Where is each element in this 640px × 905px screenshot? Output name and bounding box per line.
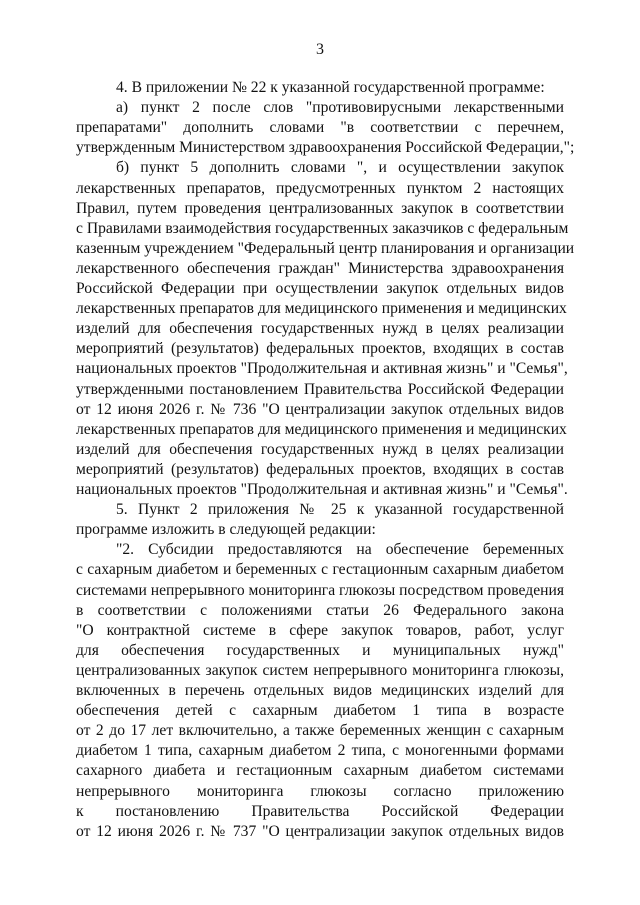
- text-line: Российской Федерации при осуществлении закупок отдельных видов: [76, 280, 564, 297]
- text-line: системами непрерывного мониторинга глюкозы посредством проведения: [76, 581, 564, 599]
- text-line: лекарственных препаратов, предусмотренных пунктом 2 настоящих: [76, 179, 564, 197]
- text-line: программе изложить в следующей редакции:: [76, 521, 376, 539]
- text-line: Правил, путем проведения централизованных закупок в соответствии: [76, 199, 564, 217]
- text-line: включенных в перечень отдельных видов медицинских изделий для: [76, 682, 564, 699]
- text-line: от 2 до 17 лет включительно, а также беременных женщин с сахарным: [76, 722, 564, 740]
- text-line: изделий для обеспечения государственных нужд в целях реализации: [76, 440, 564, 458]
- text-line: непрерывного мониторинга глюкозы согласно приложению: [76, 782, 564, 800]
- text-line: национальных проектов "Продолжительная и активная жизнь" и "Семья".: [76, 481, 568, 498]
- text-line: утвержденными постановлением Правительства Российской Федерации: [76, 380, 564, 398]
- text-line: к постановлению Правительства Российской Федерации: [76, 802, 564, 820]
- text-line: а) пункт 2 после слов "противовирусными лекарственными: [116, 99, 564, 117]
- text-line: с сахарным диабетом и беременных с гестационным сахарным диабетом: [76, 561, 564, 579]
- text-line: лекарственных препаратов для медицинского применения и медицинских: [76, 300, 567, 318]
- text-line: мероприятий (результатов) федеральных проектов, входящих в состав: [76, 340, 564, 358]
- text-line: для обеспечения государственных и муниципальных нужд": [76, 641, 564, 659]
- text-line: обеспечения детей с сахарным диабетом 1 типа в возрасте: [76, 702, 564, 720]
- text-line: 4. В приложении № 22 к указанной государственной программе:: [116, 79, 545, 96]
- text-line: "2. Субсидии предоставляются на обеспечение беременных: [116, 541, 564, 559]
- page-number: 3: [316, 41, 324, 58]
- text-line: в соответствии с положениями статьи 26 Федерального закона: [76, 601, 564, 619]
- text-line: от 12 июня 2026 г. № 736 "О централизации закупок отдельных видов: [76, 400, 564, 418]
- text-line: лекарственного обеспечения граждан" Министерства здравоохранения: [76, 259, 564, 277]
- text-line: мероприятий (результатов) федеральных проектов, входящих в состав: [76, 460, 564, 478]
- text-line: национальных проектов "Продолжительная и активная жизнь" и "Семья",: [76, 360, 568, 378]
- text-line: лекарственных препаратов для медицинского применения и медицинских: [76, 420, 567, 438]
- text-line: препаратами" дополнить словами "в соответствии с перечнем,: [76, 119, 564, 137]
- text-line: диабетом 1 типа, сахарным диабетом 2 типа, с моногенными формами: [76, 742, 564, 760]
- text-line: "О контрактной системе в сфере закупок товаров, работ, услуг: [76, 621, 564, 639]
- text-line: от 12 июня 2026 г. № 737 "О централизации закупок отдельных видов: [76, 822, 564, 840]
- text-line: централизованных закупок систем непрерывного мониторинга глюкозы,: [76, 661, 564, 679]
- text-line: утвержденным Министерством здравоохранения Российской Федерации,";: [76, 139, 575, 157]
- text-line: изделий для обеспечения государственных нужд в целях реализации: [76, 320, 564, 338]
- text-line: 5. Пункт 2 приложения № 25 к указанной государственной: [116, 501, 564, 519]
- text-line: с Правилами взаимодействия государственных заказчиков с федеральным: [76, 219, 569, 237]
- text-line: сахарного диабета и гестационным сахарным диабетом системами: [76, 762, 564, 780]
- text-line: б) пункт 5 дополнить словами ", и осуществлении закупок: [116, 159, 564, 177]
- text-line: казенным учреждением "Федеральный центр планирования и организации: [76, 239, 575, 257]
